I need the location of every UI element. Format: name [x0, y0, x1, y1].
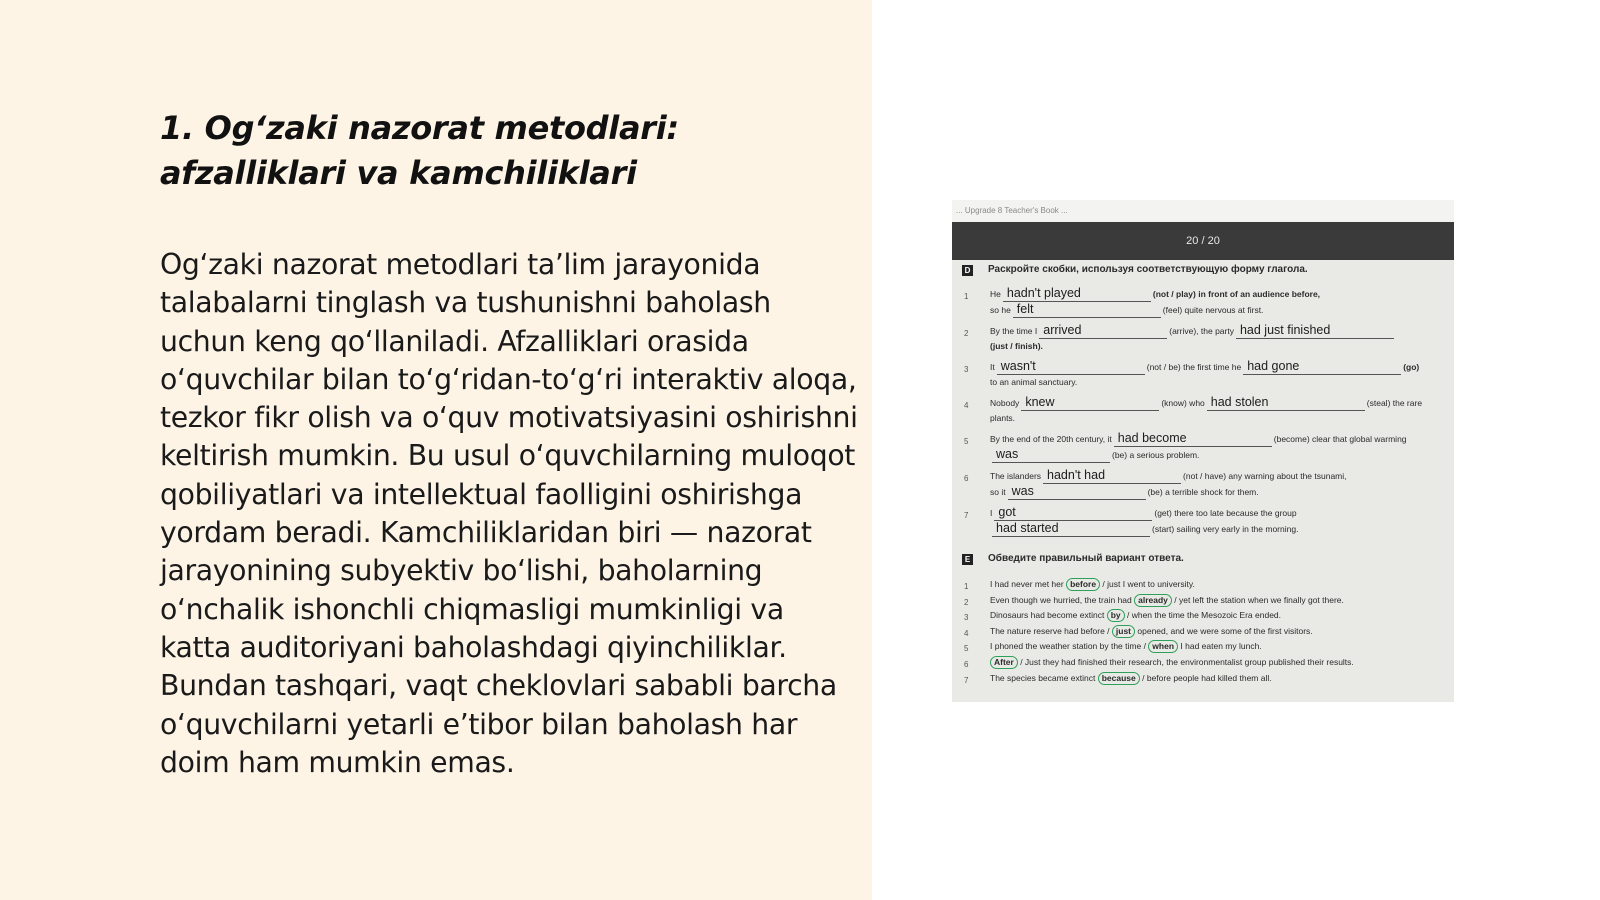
section-e-heading — [952, 549, 1454, 569]
item-text: to an animal sanctuary. — [990, 377, 1078, 387]
item-text: (steal) the rare — [1366, 398, 1423, 408]
circled-answer: when — [1148, 640, 1178, 653]
answer-text: had stolen — [1207, 395, 1365, 411]
circled-answer: After — [990, 656, 1018, 669]
answer-text: had gone — [1243, 359, 1401, 375]
item-text: so he — [990, 305, 1011, 315]
item-number: 6 — [964, 659, 969, 669]
item-number: 5 — [964, 437, 969, 446]
answer-text: arrived — [1039, 323, 1167, 339]
exercise-item — [952, 286, 1454, 318]
item-text: (be) a serious problem. — [1112, 450, 1200, 460]
exercise-item — [952, 359, 1454, 390]
circled-answer: before — [1066, 578, 1100, 591]
item-number: 4 — [964, 401, 969, 410]
item-text: / yet left the station when we finally got there. — [1171, 594, 1344, 605]
answer-text: hadn't played — [1003, 286, 1151, 302]
section-e-instruction: Обведите правильный вариант ответа. — [988, 553, 1184, 564]
item-text: Dinosaurs had become extinct — [990, 610, 1107, 621]
item-number: 7 — [964, 511, 969, 520]
item-text: I had eaten my lunch. — [1178, 641, 1262, 652]
item-number: 7 — [964, 675, 969, 685]
item-text: plants. — [990, 413, 1016, 423]
exercise-item — [952, 468, 1454, 500]
multiple-choice-item — [952, 624, 1454, 640]
item-number: 2 — [964, 597, 969, 607]
item-text: (not / play) in front of an audience before, — [1152, 289, 1321, 299]
item-number: 1 — [964, 582, 969, 591]
multiple-choice-list — [952, 577, 1454, 686]
item-number: 4 — [964, 628, 969, 638]
item-text: (feel) quite nervous at first. — [1162, 305, 1264, 315]
answer-text: got — [994, 505, 1152, 521]
item-text: (start) sailing very early in the morning. — [1152, 524, 1299, 534]
answer-text: knew — [1021, 395, 1159, 411]
item-text: By the end of the 20th century, it — [990, 434, 1112, 444]
section-d-instruction: Раскройте скобки, используя соответствующую форму глагола. — [988, 264, 1308, 275]
item-text: Even though we hurried, the train had — [990, 594, 1135, 605]
multiple-choice-item — [952, 608, 1454, 624]
circled-answer: by — [1107, 609, 1125, 622]
item-text: (become) clear that global warming — [1273, 434, 1407, 444]
item-text: By the time I — [990, 326, 1038, 336]
item-text: / Just they had finished their research, the environmentalist group published their results. — [1017, 656, 1354, 667]
answer-text: was — [1008, 484, 1146, 500]
multiple-choice-item — [952, 639, 1454, 655]
worksheet-top-text: ... Upgrade 8 Teacher's Book ... — [952, 200, 1454, 222]
item-text: / just I went to university. — [1100, 579, 1195, 589]
answer-text: felt — [1013, 302, 1161, 318]
answer-text: wasn't — [997, 359, 1145, 375]
item-text: (arrive), the party — [1169, 326, 1234, 336]
item-text: It — [990, 362, 995, 372]
answer-text: had just finished — [1236, 323, 1394, 339]
answer-text: had become — [1114, 431, 1272, 447]
item-text: (know) who — [1161, 398, 1205, 408]
item-text: / before people had killed them all. — [1139, 672, 1272, 683]
item-text: The species became extinct — [990, 672, 1098, 683]
item-text: (go) — [1403, 362, 1420, 372]
page-counter: 20 / 20 — [952, 222, 1454, 260]
section-d-heading — [952, 260, 1454, 280]
item-text: The nature reserve had before / — [990, 625, 1112, 636]
multiple-choice-item — [952, 671, 1454, 687]
item-text: (just / finish). — [990, 341, 1043, 351]
multiple-choice-item — [952, 655, 1454, 671]
exercise-item — [952, 431, 1454, 463]
circled-answer: already — [1134, 594, 1172, 607]
exercise-item — [952, 395, 1454, 426]
item-text: I had never met her — [990, 579, 1067, 589]
item-text: (be) a terrible shock for them. — [1147, 487, 1259, 497]
item-text: so it — [990, 487, 1006, 497]
item-number: 5 — [964, 644, 969, 654]
item-number: 3 — [964, 613, 969, 623]
answer-text: had started — [992, 521, 1150, 537]
exercise-item — [952, 323, 1454, 354]
circled-answer: just — [1112, 625, 1135, 638]
exercise-item — [952, 505, 1454, 537]
item-number: 3 — [964, 365, 969, 374]
multiple-choice-item — [952, 577, 1454, 593]
multiple-choice-item — [952, 593, 1454, 609]
slide-body: Og‘zaki nazorat metodlari ta’lim jarayonida talabalarni tinglash va tushunishni baholash uchun keng qo‘llaniladi. Afzalliklari orasida o‘quvchilar bilan to‘g‘ridan-to‘g‘ri interaktiv aloqa, tezkor fikr olish va o‘quv motivatsiyasini oshirishni keltirish mumkin. Bu usul o‘quvchilarning muloqot qobiliyatlari va intellektual faolligini oshirishga yordam beradi. Kamchiliklaridan biri — nazorat jarayonining subyektiv bo‘lishi, baholarning o‘nchalik ishonchli chiqmasligi mumkinligi va katta auditoriyani baholashdagi qiyinchiliklar. Bundan tashqari, vaqt cheklovlari sababli barcha o‘quvchilarni yetarli e’tibor bilan baholash har doim ham mumkin emas. — [160, 248, 858, 779]
item-text: He — [990, 289, 1001, 299]
worksheet-photo — [952, 200, 1454, 702]
item-text: I phoned the weather station by the time / — [990, 641, 1149, 652]
item-text: I — [990, 508, 993, 518]
circled-answer: because — [1098, 672, 1140, 685]
item-text: opened, and we were some of the first visitors. — [1135, 625, 1313, 636]
item-number: 6 — [964, 474, 969, 483]
answer-text: hadn't had — [1043, 468, 1181, 484]
answer-text: was — [992, 447, 1110, 463]
item-text: Nobody — [990, 398, 1020, 408]
section-d-marker: D — [962, 265, 973, 276]
slide-title: 1. Og‘zaki nazorat metodlari: afzalliklari va kamchiliklari — [160, 109, 679, 192]
item-text: (get) there too late because the group — [1154, 508, 1297, 518]
item-text: (not / be) the first time he — [1146, 362, 1242, 372]
item-text: The islanders — [990, 471, 1042, 481]
item-number: 1 — [964, 292, 969, 301]
item-number: 2 — [964, 329, 969, 338]
section-e-marker: E — [962, 554, 973, 565]
item-text: / when the time the Mesozoic Era ended. — [1124, 610, 1282, 621]
item-text: (not / have) any warning about the tsunami, — [1183, 471, 1347, 481]
